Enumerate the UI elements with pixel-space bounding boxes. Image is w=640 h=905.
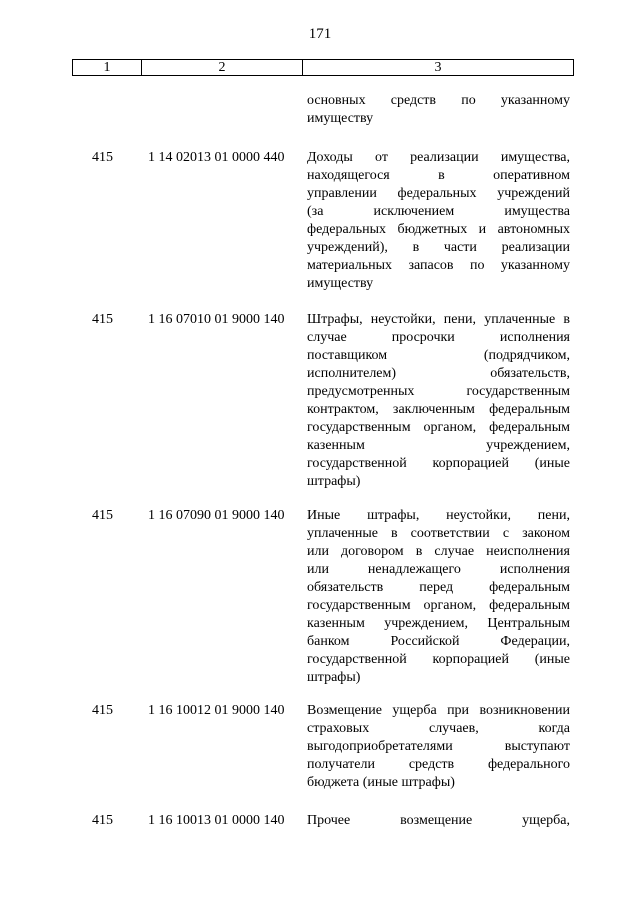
admin-code: 415	[92, 508, 113, 523]
description-line: материальных запасов по указанному	[307, 258, 570, 273]
description-line: государственной корпорацией (иные	[307, 456, 570, 471]
description-line: банком Российской Федерации,	[307, 634, 570, 649]
description-line: штрафы)	[307, 670, 361, 685]
budget-classification-code: 1 16 07090 01 9000 140	[148, 508, 285, 523]
description-line: обязательств перед федеральным	[307, 580, 570, 595]
row-description	[307, 311, 570, 491]
row-description	[307, 149, 570, 293]
description-line: государственной корпорацией (иные	[307, 652, 570, 667]
description-line: основных средств по указанному	[307, 93, 570, 108]
description-line: Штрафы, неустойки, пени, уплаченные в	[307, 312, 570, 327]
description-line: учреждений), в части реализации	[307, 240, 570, 255]
page-number: 171	[308, 26, 332, 42]
admin-code: 415	[92, 150, 113, 165]
description-line: находящегося в оперативном	[307, 168, 570, 183]
description-line: получатели средств федерального	[307, 757, 570, 772]
admin-code: 415	[92, 312, 113, 327]
admin-code: 415	[92, 703, 113, 718]
admin-code: 415	[92, 813, 113, 828]
description-line: государственным органом, федеральным	[307, 420, 570, 435]
description-line: федеральных бюджетных и автономных	[307, 222, 570, 237]
description-line: управлении федеральных учреждений	[307, 186, 570, 201]
row-description	[307, 507, 570, 687]
budget-classification-code: 1 16 10012 01 9000 140	[148, 703, 285, 718]
description-line: казенным учреждением,	[307, 438, 570, 453]
description-line: поставщиком (подрядчиком,	[307, 348, 570, 363]
description-line: контрактом, заключенным федеральным	[307, 402, 570, 417]
budget-classification-code: 1 16 10013 01 0000 140	[148, 813, 285, 828]
description-line: Возмещение ущерба при возникновении	[307, 703, 570, 718]
description-line: или ненадлежащего исполнения	[307, 562, 570, 577]
description-line: имуществу	[307, 111, 374, 126]
column-header-1: 1	[73, 60, 142, 75]
description-line: или договором в случае неисполнения	[307, 544, 570, 559]
description-line: государственным органом, федеральным	[307, 598, 570, 613]
description-line: казенным учреждением, Центральным	[307, 616, 570, 631]
budget-classification-code: 1 14 02013 01 0000 440	[148, 150, 285, 165]
description-line: имуществу	[307, 276, 374, 291]
column-header-3: 3	[434, 60, 442, 75]
description-line: уплаченные в соответствии с законом	[307, 526, 570, 541]
description-line: исполнителем) обязательств,	[307, 366, 570, 381]
description-line: Доходы от реализации имущества,	[307, 150, 570, 165]
description-line: страховых случаев, когда	[307, 721, 570, 736]
description-line: (за исключением имущества	[307, 204, 570, 219]
column-header-2: 2	[142, 60, 303, 75]
description-line: Прочее возмещение ущерба,	[307, 813, 570, 828]
budget-classification-code: 1 16 07010 01 9000 140	[148, 312, 285, 327]
row-description	[307, 92, 570, 128]
description-line: Иные штрафы, неустойки, пени,	[307, 508, 570, 523]
description-line: выгодоприобретателями выступают	[307, 739, 570, 754]
description-line: штрафы)	[307, 474, 361, 489]
description-line: предусмотренных государственным	[307, 384, 570, 399]
description-line: бюджета (иные штрафы)	[307, 775, 455, 790]
column-header-row	[72, 59, 574, 76]
description-line: случае просрочки исполнения	[307, 330, 570, 345]
row-description	[307, 812, 570, 830]
row-description	[307, 702, 570, 792]
